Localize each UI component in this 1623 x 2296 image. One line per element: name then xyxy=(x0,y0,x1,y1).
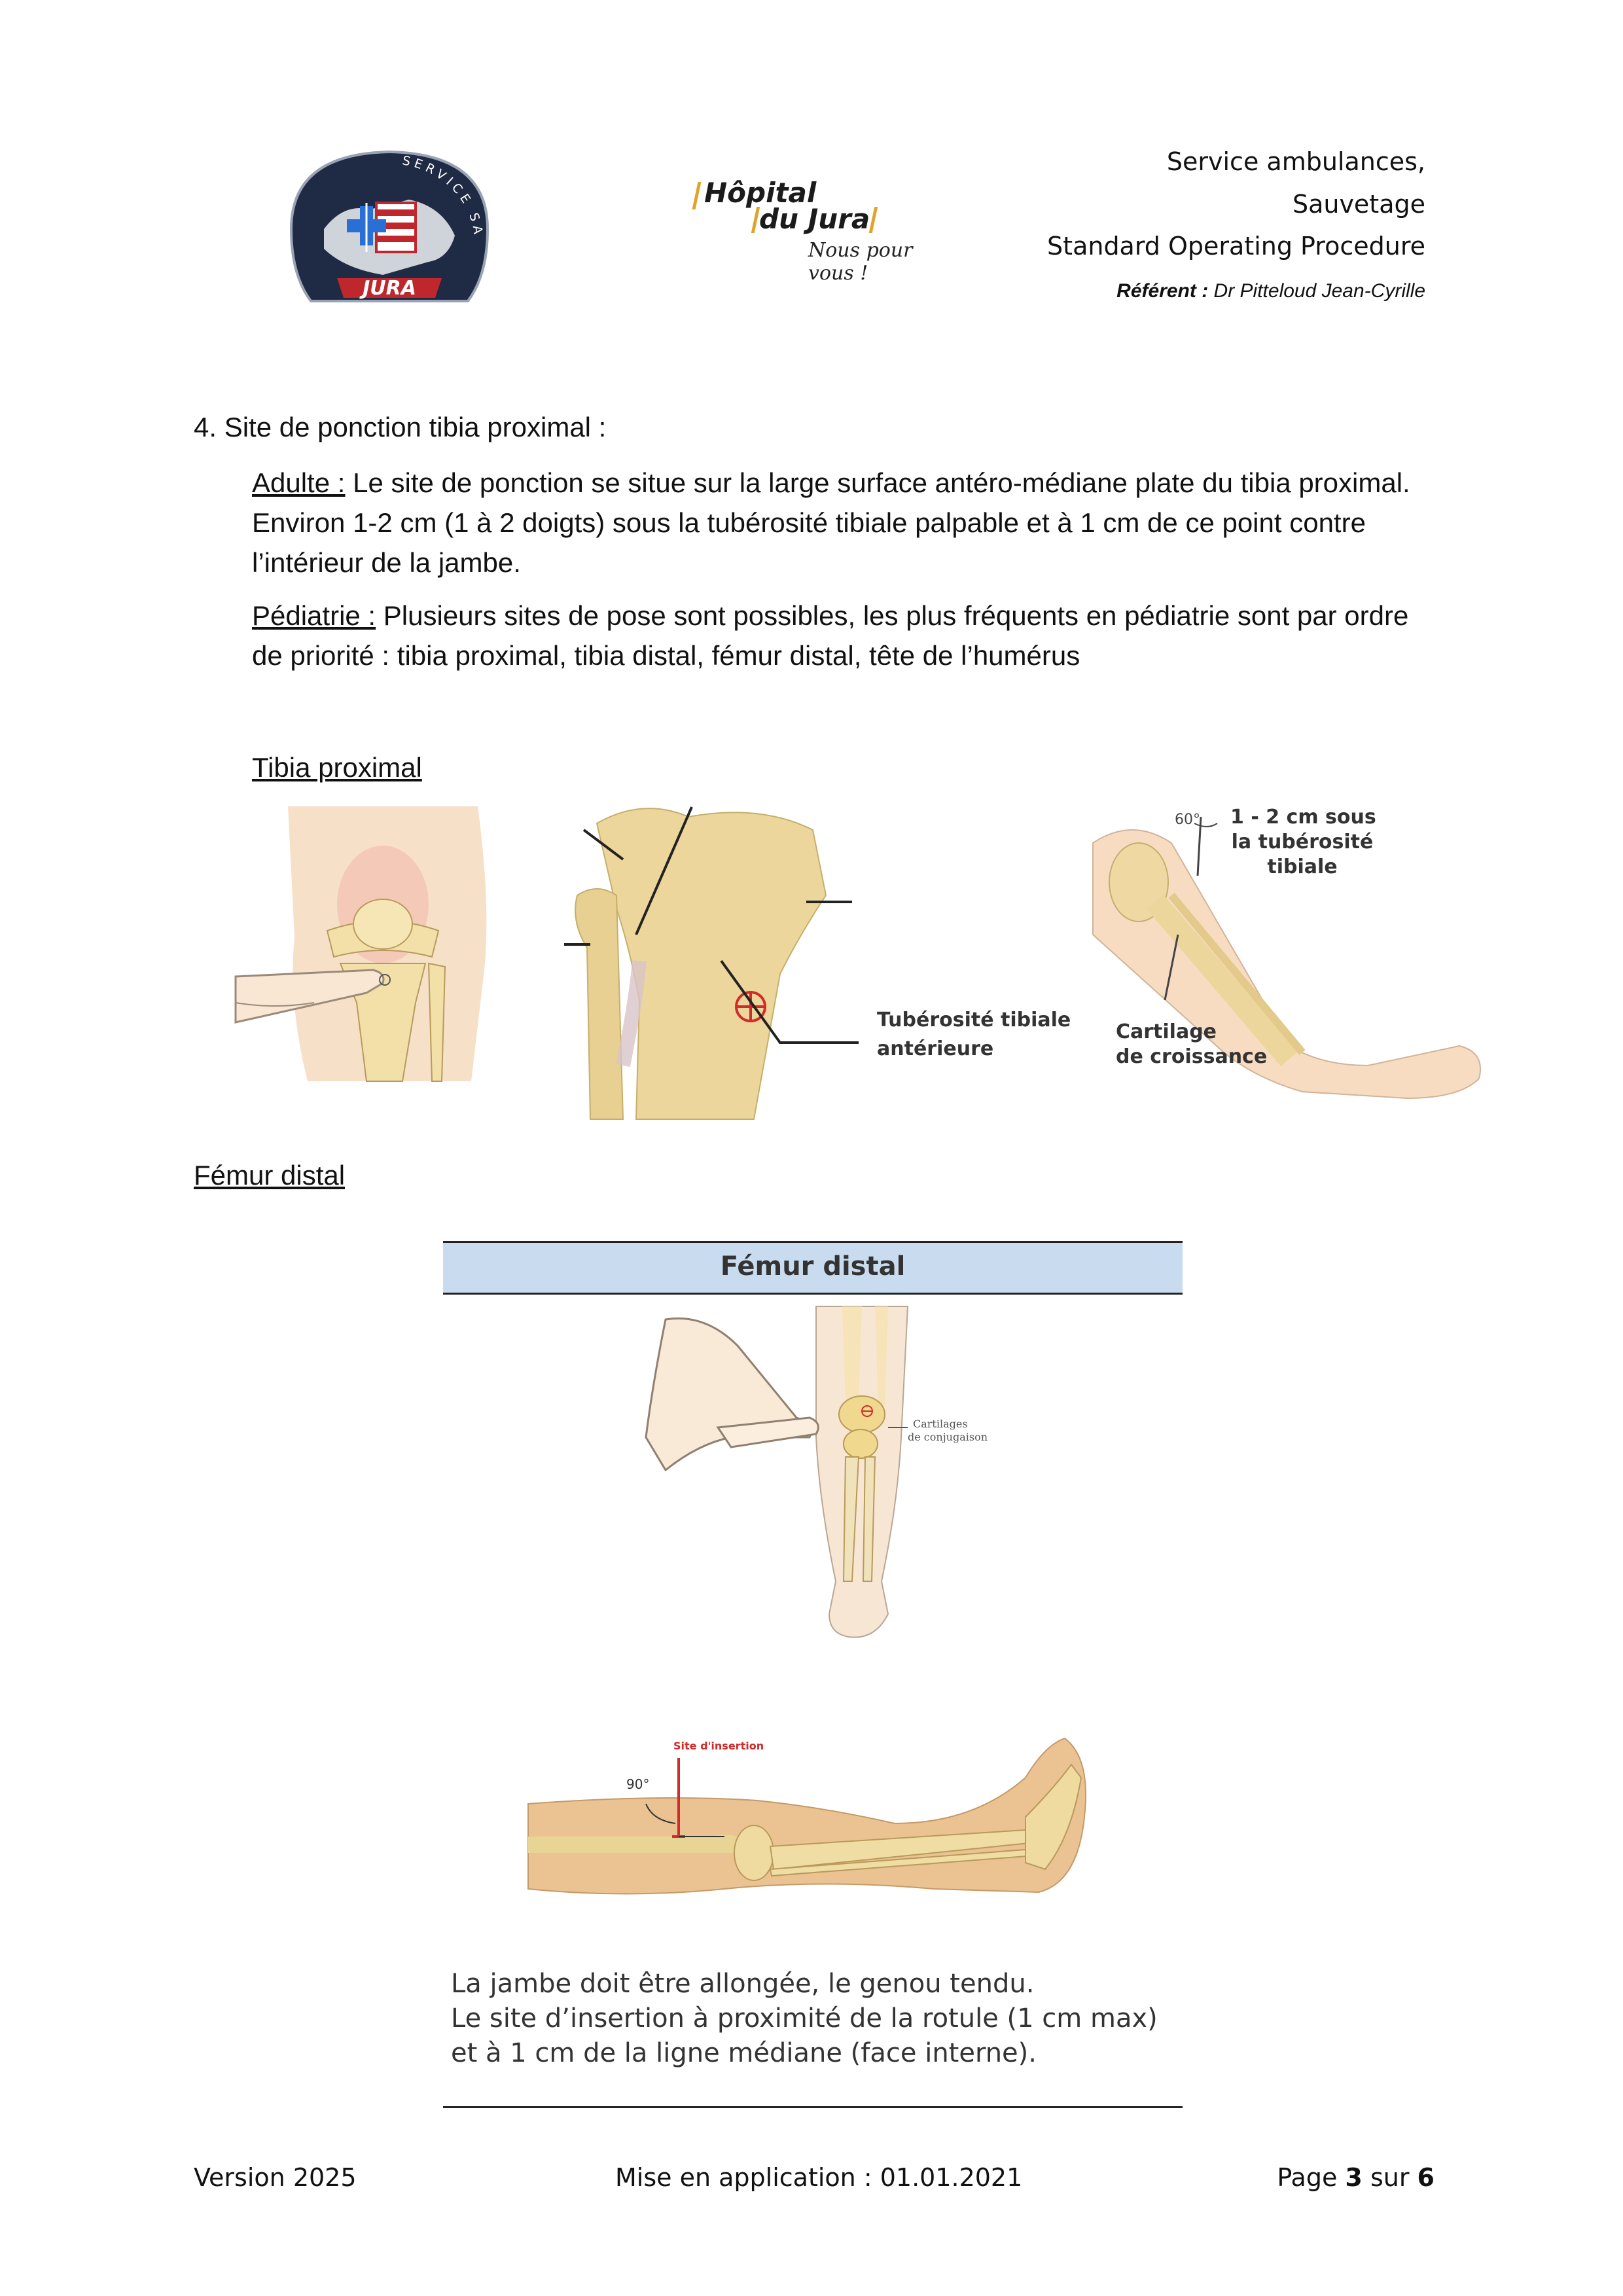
hospital-bar-left xyxy=(692,182,702,209)
hospital-tagline: Nous pour vous ! xyxy=(808,239,913,285)
hopital-du-jura-logo xyxy=(694,177,949,285)
footer-application: Mise en application : 01.01.2021 xyxy=(615,2163,1023,2192)
femur-box-title: Fémur distal xyxy=(720,1251,906,1282)
fig3-label-line1: 1 - 2 cm sous xyxy=(1230,806,1376,829)
femur-box xyxy=(443,1241,1183,2111)
femur-title: Fémur distal xyxy=(194,1160,346,1191)
insertion-label: Site d'insertion xyxy=(673,1740,764,1752)
page-total: 6 xyxy=(1417,2163,1435,2192)
fig3-label-line3: tibiale xyxy=(1267,855,1338,878)
pediatric-text: Plusieurs sites de pose sont possibles, les plus fréquents en pédiatrie sont par ordre de priorité : tibia proximal, tibia distal, fémur distal, tête de l’humérus xyxy=(252,600,1409,671)
conjugaison-label-1: Cartilages xyxy=(913,1418,968,1430)
page-prefix: Page xyxy=(1277,2163,1346,2192)
femur-figure-front xyxy=(600,1306,1012,1647)
tuberosity-label-1: Tubérosité tibiale xyxy=(877,1009,1071,1031)
section-heading: 4. Site de ponction tibia proximal : xyxy=(194,412,607,442)
cartilage-label-1: Cartilage xyxy=(1116,1020,1217,1043)
logo-text-bottom: JURA xyxy=(363,277,416,300)
hospital-line2: du Jura xyxy=(759,203,870,235)
conjugaison-label-2: de conjugaison xyxy=(908,1431,988,1443)
page-mid: sur xyxy=(1362,2163,1418,2192)
fig3-label-line2: la tubérosité xyxy=(1231,831,1374,853)
adult-paragraph xyxy=(252,463,1423,583)
femur-box-bottom-rule xyxy=(443,2106,1183,2108)
tibia-figure-bone xyxy=(564,804,1071,1119)
pediatric-paragraph xyxy=(252,596,1423,675)
femur-figure-side xyxy=(528,1738,1097,1909)
hospital-line1: Hôpital xyxy=(704,177,817,209)
referent-name: Dr Pitteloud Jean-Cyrille xyxy=(1213,280,1425,302)
tuberosity-label-2: antérieure xyxy=(877,1037,994,1060)
adult-text: Le site de ponction se situe sur la large surface antéro-médiane plate du tibia proximal. Environ 1-2 cm (1 à 2 doigts) sous la tubérosité tibiale palpable et à 1 cm de ce point contre l’intérieur de la jambe. xyxy=(252,467,1410,578)
header-referent xyxy=(1116,280,1425,302)
header-sauvetage: Sauvetage xyxy=(1292,190,1425,219)
angle-60-label: 60° xyxy=(1175,812,1200,828)
page-current: 3 xyxy=(1345,2163,1363,2192)
tibia-figure-finger xyxy=(236,806,517,1081)
femur-caption-3: et à 1 cm de la ligne médiane (face interne). xyxy=(451,2038,1037,2068)
header-service: Service ambulances, xyxy=(1166,147,1425,176)
footer-page xyxy=(1277,2163,1435,2192)
adult-label: Adulte : xyxy=(252,467,346,498)
referent-label: Référent : xyxy=(1116,280,1209,302)
cartilage-label-2: de croissance xyxy=(1116,1045,1268,1068)
service-sauvetage-logo xyxy=(278,144,501,311)
tibia-title: Tibia proximal xyxy=(252,752,422,783)
hospital-bar-right xyxy=(869,207,878,233)
femur-caption-2: Le site d’insertion à proximité de la rotule (1 cm max) xyxy=(451,2003,1158,2034)
logo-text-top: SERVICE SA xyxy=(401,153,486,239)
angle-90-label: 90° xyxy=(626,1776,650,1792)
femur-caption-1: La jambe doit être allongée, le genou tendu. xyxy=(451,1969,1035,1999)
pediatric-label: Pédiatrie : xyxy=(252,600,376,631)
header-sop: Standard Operating Procedure xyxy=(1047,232,1425,260)
tibia-figure-child-leg xyxy=(1093,804,1486,1106)
footer-version: Version 2025 xyxy=(194,2163,357,2192)
